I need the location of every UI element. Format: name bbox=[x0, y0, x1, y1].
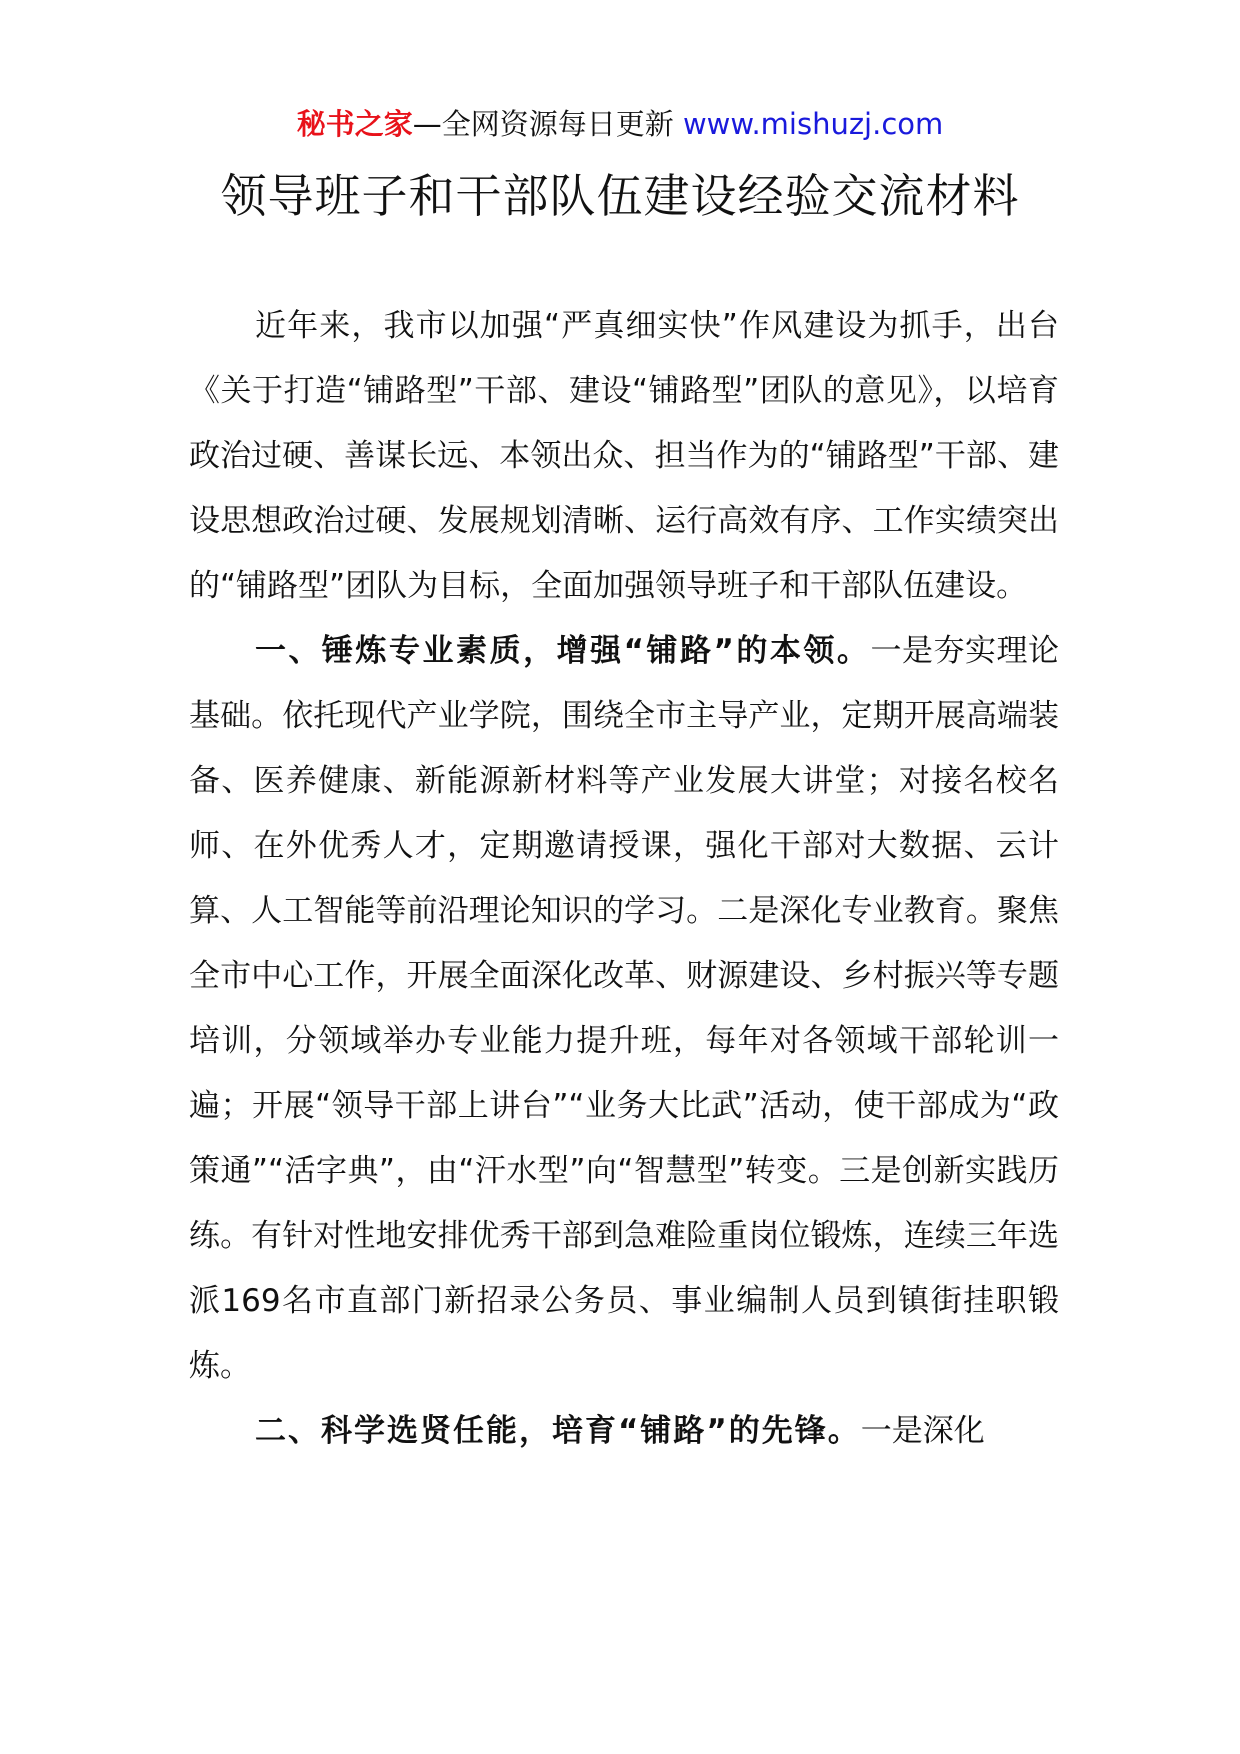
site-banner bbox=[0, 104, 1240, 144]
site-tagline: —全网资源每日更新 bbox=[412, 107, 683, 141]
section-paragraph-2 bbox=[189, 1399, 1059, 1464]
section-paragraph-1 bbox=[189, 619, 1059, 1399]
section-heading-1: 一、锤炼专业素质，增强“铺路”的本领。 bbox=[255, 633, 871, 669]
document-body bbox=[189, 294, 1059, 1464]
section-heading-2: 二、科学选贤任能，培育“铺路”的先锋。 bbox=[255, 1413, 861, 1449]
site-url-link[interactable]: www.mishuzj.com bbox=[682, 107, 944, 141]
section-body-1: 一是夯实理论基础。依托现代产业学院，围绕全市主导产业，定期开展高端装备、医养健康、新能源新材料等产业发展大讲堂；对接名校名师、在外优秀人才，定期邀请授课，强化干部对大数据、云计算、人工智能等前沿理论知识的学习。二是深化专业教育。聚焦全市中心工作，开展全面深化改革、财源建设、乡村振兴等专题培训，分领域举办专业能力提升班，每年对各领域干部轮训一遍；开展“领导干部上讲台”“业务大比武”活动，使干部成为“政策通”“活字典”，由“汗水型”向“智慧型”转变。三是创新实践历练。有针对性地安排优秀干部到急难险重岗位锻炼，连续三年选派169名市直部门新招录公务员、事业编制人员到镇街挂职锻炼。 bbox=[189, 633, 1060, 1384]
intro-paragraph: 近年来，我市以加强“严真细实快”作风建设为抓手，出台《关于打造“铺路型”干部、建设“铺路型”团队的意见》，以培育政治过硬、善谋长远、本领出众、担当作为的“铺路型”干部、建设思想政治过硬、发展规划清晰、运行高效有序、工作实绩突出的“铺路型”团队为目标，全面加强领导班子和干部队伍建设。 bbox=[189, 308, 1059, 604]
site-brand: 秘书之家 bbox=[296, 107, 413, 141]
document-title: 领导班子和干部队伍建设经验交流材料 bbox=[220, 169, 1020, 223]
section-body-2: 一是深化 bbox=[860, 1413, 985, 1449]
